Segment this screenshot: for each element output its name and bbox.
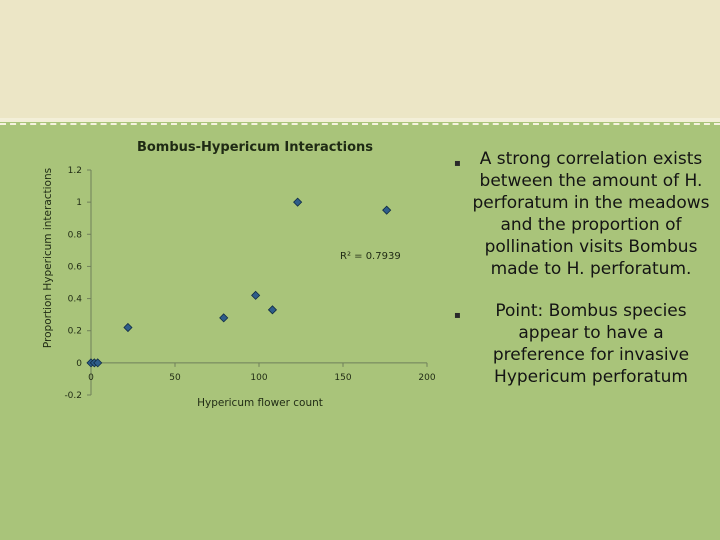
data-point <box>294 198 302 206</box>
x-tick-label: 50 <box>169 372 181 383</box>
y-tick-label: 0.6 <box>67 262 82 273</box>
data-point <box>124 324 132 332</box>
y-tick-label: 1.2 <box>67 166 82 176</box>
y-tick-label: -0.2 <box>64 391 82 401</box>
bullet-text: A strong correlation exists between the amount of H. perforatum in the meadows and the proportion of pollination visits Bombus made to H. perforatum. <box>472 149 710 279</box>
data-point <box>268 306 276 314</box>
y-tick-label: 0 <box>76 358 82 369</box>
bullet-marker-icon: ▪ <box>454 158 461 169</box>
data-point <box>220 314 228 322</box>
bullet-item <box>448 300 710 388</box>
bullet-item <box>448 148 710 280</box>
y-tick-label: 0.2 <box>67 326 82 337</box>
y-tick-label: 0.4 <box>67 294 82 305</box>
chart-title: Bombus-Hypericum Interactions <box>136 140 374 155</box>
y-tick-label: 1 <box>76 198 82 209</box>
bullet-list <box>448 148 710 408</box>
data-point <box>383 206 391 214</box>
x-tick-label: 150 <box>334 372 352 383</box>
x-axis-label: Hypericum flower count <box>197 397 323 409</box>
y-axis-label: Proportion Hypericum interactions <box>42 167 54 349</box>
bullet-text: Point: Bombus species appear to have a preference for invasive Hypericum perforatum <box>492 301 690 387</box>
y-tick-label: 0.8 <box>67 230 82 241</box>
x-tick-label: 100 <box>250 372 268 383</box>
bullet-marker-icon: ▪ <box>454 310 461 321</box>
data-point <box>252 291 260 299</box>
r-squared-annotation: R² = 0.7939 <box>340 251 401 262</box>
x-tick-label: 0 <box>88 372 94 383</box>
x-tick-label: 200 <box>418 372 436 383</box>
